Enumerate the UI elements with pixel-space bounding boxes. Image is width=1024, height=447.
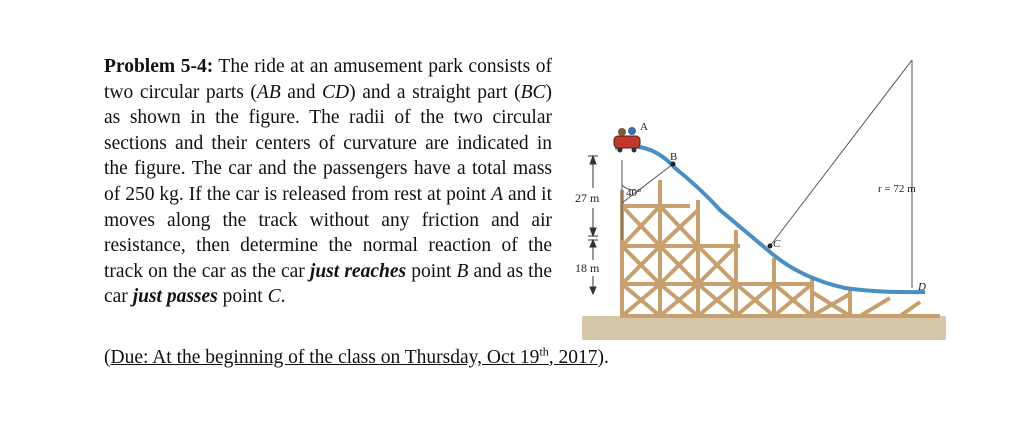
radius-label: r = 72 m [878, 183, 916, 195]
due-date-main: Due: At the beginning of the class on Thursday, Oct 19 [110, 347, 540, 368]
problem-heading: Problem 5-4: [104, 56, 214, 77]
problem-text-1: The ride at an amusement park consists of two circular parts ( [104, 56, 552, 103]
point-c-marker [768, 244, 773, 249]
coaster-car [614, 127, 640, 153]
due-date-year: , 2017 [548, 347, 598, 368]
due-close-paren: ). [597, 347, 609, 368]
problem-statement [104, 54, 552, 310]
problem-text-9: . [280, 286, 286, 308]
figure-label-d: D [918, 281, 926, 293]
just-reaches-emphasis: just reaches [309, 260, 407, 282]
point-c-label: C [267, 286, 281, 308]
arc-cd-label: CD [322, 81, 350, 103]
due-date-text [110, 344, 598, 368]
angle-label: 40° [626, 187, 642, 199]
due-date-line [104, 345, 609, 371]
just-passes-emphasis: just passes [132, 286, 218, 308]
figure-label-c: C [773, 238, 781, 250]
ground [582, 316, 946, 340]
problem-text-3: ) and a straight part ( [349, 81, 521, 103]
figure-label-b: B [670, 151, 678, 163]
dimension-27m-label: 27 m [575, 191, 600, 205]
radius-line-to-c [770, 60, 912, 246]
figure-label-a: A [640, 121, 648, 133]
roller-coaster-figure [560, 40, 960, 340]
problem-text-8: point [217, 286, 268, 308]
problem-text-6: point [406, 260, 457, 282]
problem-text-5: and it moves along the track without any friction and air resistance, then determine the normal reaction of the track on the car as the car [104, 183, 552, 282]
point-b-label: B [456, 260, 469, 282]
dimension-18m-label: 18 m [575, 261, 600, 275]
segment-bc-label: BC [520, 81, 546, 103]
problem-text-2: and [280, 81, 323, 103]
problem-text-7: and as the car [104, 260, 552, 308]
point-a-label: A [491, 183, 504, 205]
arc-ab-label: AB [256, 81, 281, 103]
due-open-paren: ( [104, 347, 111, 368]
problem-text-4: ) as shown in the figure. The radii of the two circular sections and their centers of curvature are indicated in the figure. The car and the passengers have a total mass of 250 kg. If the car is released from rest at point [104, 81, 553, 205]
due-date-sup: th [539, 344, 549, 359]
